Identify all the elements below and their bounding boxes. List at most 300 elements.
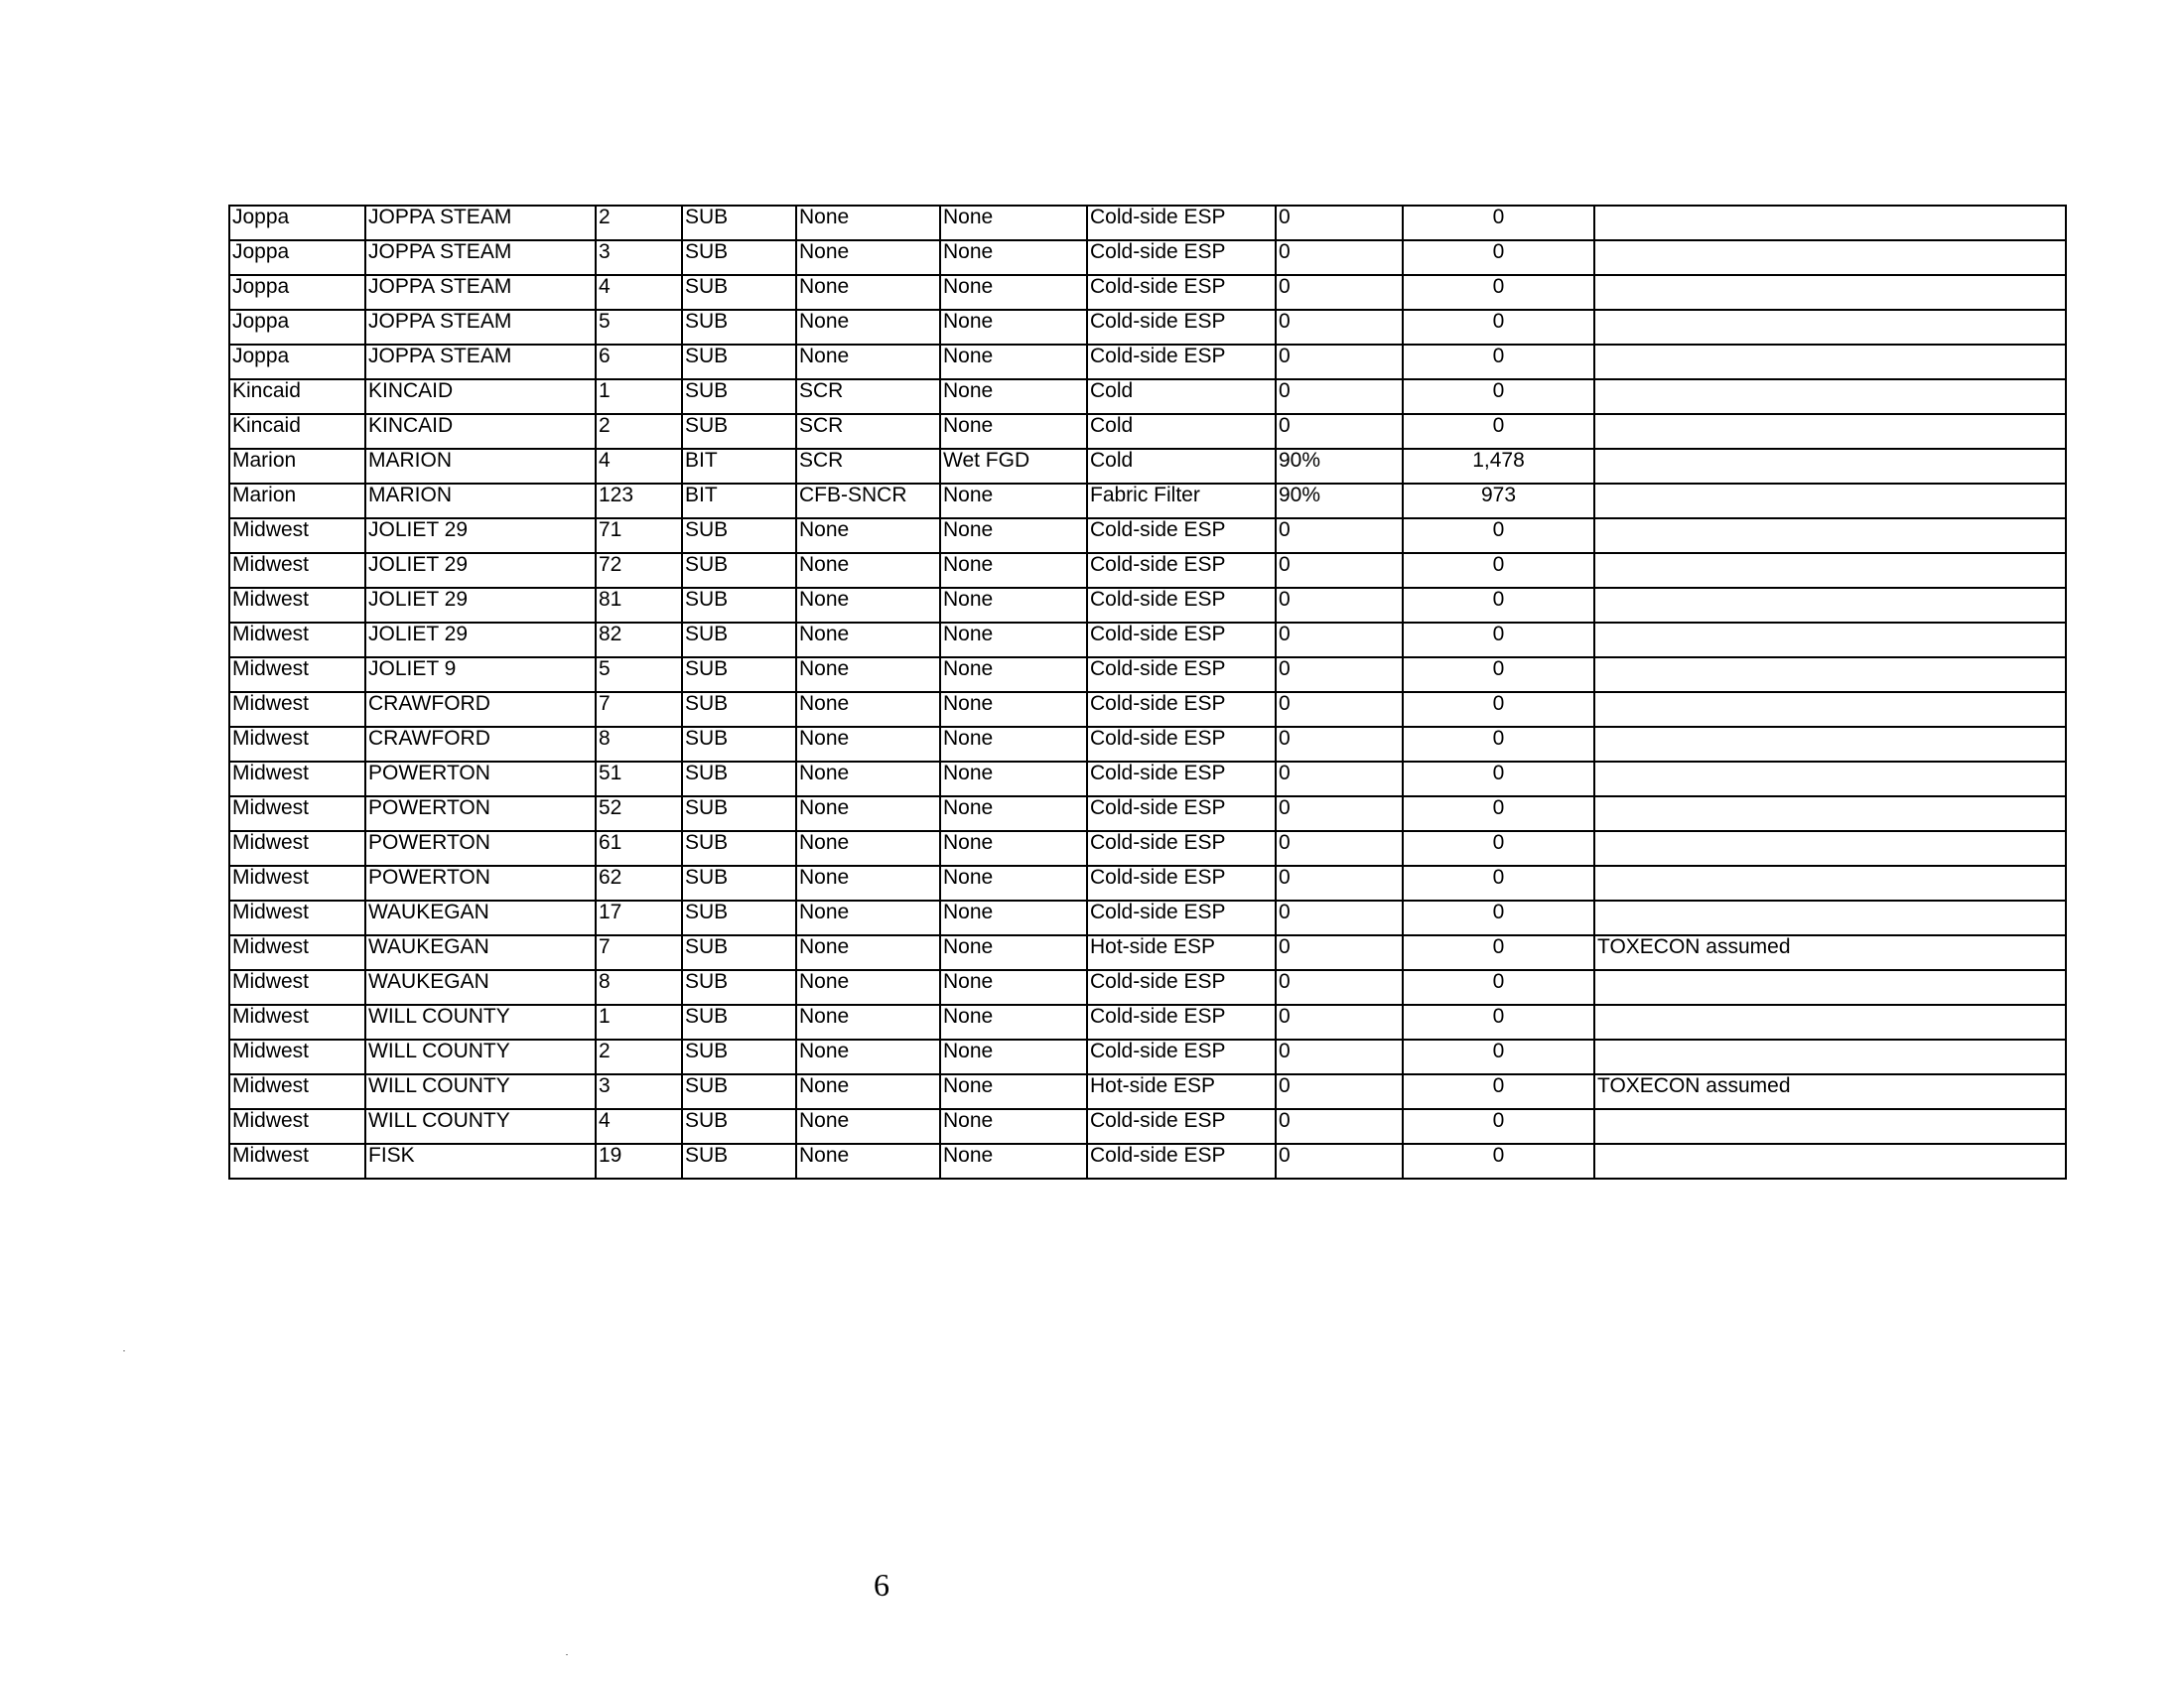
cell-so2-control: None xyxy=(940,1109,1087,1144)
cell-so2-control: None xyxy=(940,727,1087,762)
cell-so2-control: None xyxy=(940,970,1087,1005)
cell-unit: 17 xyxy=(596,901,682,935)
cell-value: 0 xyxy=(1403,692,1594,727)
table-row xyxy=(229,414,2066,449)
cell-notes xyxy=(1594,831,2066,866)
cell-value: 0 xyxy=(1403,796,1594,831)
cell-removal: 0 xyxy=(1276,1005,1403,1040)
cell-nox-control: None xyxy=(796,762,940,796)
cell-so2-control: None xyxy=(940,1074,1087,1109)
cell-notes xyxy=(1594,762,2066,796)
table-row xyxy=(229,866,2066,901)
cell-unit: 123 xyxy=(596,484,682,518)
cell-nox-control: None xyxy=(796,935,940,970)
cell-unit: 81 xyxy=(596,588,682,623)
cell-coal-rank: SUB xyxy=(682,1040,796,1074)
cell-nox-control: None xyxy=(796,831,940,866)
table-row xyxy=(229,449,2066,484)
cell-notes: TOXECON assumed xyxy=(1594,1074,2066,1109)
cell-unit: 5 xyxy=(596,657,682,692)
cell-value: 0 xyxy=(1403,588,1594,623)
cell-nox-control: None xyxy=(796,1005,940,1040)
cell-value: 0 xyxy=(1403,275,1594,310)
cell-coal-rank: SUB xyxy=(682,692,796,727)
cell-value: 0 xyxy=(1403,866,1594,901)
cell-pm-control: Hot-side ESP xyxy=(1087,1074,1276,1109)
cell-nox-control: None xyxy=(796,240,940,275)
cell-notes xyxy=(1594,449,2066,484)
cell-pm-control: Cold-side ESP xyxy=(1087,1144,1276,1179)
cell-nox-control: None xyxy=(796,1074,940,1109)
table-row xyxy=(229,240,2066,275)
cell-plant: WILL COUNTY xyxy=(365,1109,596,1144)
cell-value: 0 xyxy=(1403,240,1594,275)
table-row xyxy=(229,796,2066,831)
cell-notes xyxy=(1594,901,2066,935)
cell-notes xyxy=(1594,553,2066,588)
cell-coal-rank: SUB xyxy=(682,623,796,657)
cell-plant: FISK xyxy=(365,1144,596,1179)
scan-speck xyxy=(123,1350,125,1351)
cell-coal-rank: SUB xyxy=(682,414,796,449)
cell-removal: 0 xyxy=(1276,1074,1403,1109)
cell-so2-control: None xyxy=(940,623,1087,657)
cell-nox-control: SCR xyxy=(796,449,940,484)
cell-so2-control: None xyxy=(940,1144,1087,1179)
cell-unit: 5 xyxy=(596,310,682,345)
table-row xyxy=(229,379,2066,414)
cell-unit: 6 xyxy=(596,345,682,379)
table-row xyxy=(229,657,2066,692)
cell-pm-control: Cold-side ESP xyxy=(1087,1005,1276,1040)
table-row xyxy=(229,901,2066,935)
cell-so2-control: None xyxy=(940,345,1087,379)
cell-value: 0 xyxy=(1403,1109,1594,1144)
cell-company: Midwest xyxy=(229,1005,365,1040)
table-row xyxy=(229,588,2066,623)
cell-so2-control: None xyxy=(940,206,1087,240)
cell-so2-control: None xyxy=(940,414,1087,449)
cell-company: Joppa xyxy=(229,240,365,275)
cell-removal: 0 xyxy=(1276,240,1403,275)
cell-coal-rank: SUB xyxy=(682,518,796,553)
cell-company: Midwest xyxy=(229,518,365,553)
cell-nox-control: None xyxy=(796,310,940,345)
cell-notes xyxy=(1594,275,2066,310)
cell-removal: 0 xyxy=(1276,727,1403,762)
cell-coal-rank: SUB xyxy=(682,762,796,796)
cell-nox-control: None xyxy=(796,1144,940,1179)
cell-coal-rank: SUB xyxy=(682,1005,796,1040)
cell-notes xyxy=(1594,623,2066,657)
cell-pm-control: Cold-side ESP xyxy=(1087,553,1276,588)
table-row xyxy=(229,1005,2066,1040)
cell-value: 0 xyxy=(1403,762,1594,796)
page-number: 6 xyxy=(874,1567,889,1603)
cell-nox-control: None xyxy=(796,796,940,831)
table-row xyxy=(229,1144,2066,1179)
table-row xyxy=(229,970,2066,1005)
cell-notes xyxy=(1594,796,2066,831)
cell-pm-control: Cold-side ESP xyxy=(1087,692,1276,727)
cell-coal-rank: SUB xyxy=(682,1109,796,1144)
cell-notes xyxy=(1594,310,2066,345)
cell-unit: 52 xyxy=(596,796,682,831)
cell-pm-control: Cold-side ESP xyxy=(1087,310,1276,345)
cell-coal-rank: SUB xyxy=(682,345,796,379)
cell-company: Midwest xyxy=(229,796,365,831)
cell-pm-control: Cold-side ESP xyxy=(1087,518,1276,553)
cell-pm-control: Cold-side ESP xyxy=(1087,1040,1276,1074)
cell-coal-rank: BIT xyxy=(682,484,796,518)
cell-value: 0 xyxy=(1403,1040,1594,1074)
cell-so2-control: None xyxy=(940,901,1087,935)
cell-plant: POWERTON xyxy=(365,831,596,866)
cell-company: Kincaid xyxy=(229,414,365,449)
cell-removal: 0 xyxy=(1276,310,1403,345)
cell-nox-control: None xyxy=(796,657,940,692)
table-row xyxy=(229,623,2066,657)
cell-notes xyxy=(1594,970,2066,1005)
cell-value: 0 xyxy=(1403,657,1594,692)
cell-coal-rank: SUB xyxy=(682,553,796,588)
scan-speck xyxy=(566,1654,568,1655)
table-row xyxy=(229,206,2066,240)
cell-plant: JOPPA STEAM xyxy=(365,345,596,379)
cell-company: Midwest xyxy=(229,657,365,692)
cell-coal-rank: SUB xyxy=(682,796,796,831)
cell-value: 0 xyxy=(1403,831,1594,866)
cell-plant: JOPPA STEAM xyxy=(365,275,596,310)
cell-coal-rank: SUB xyxy=(682,310,796,345)
cell-plant: JOLIET 29 xyxy=(365,588,596,623)
cell-unit: 1 xyxy=(596,1005,682,1040)
cell-removal: 0 xyxy=(1276,692,1403,727)
cell-notes xyxy=(1594,692,2066,727)
cell-unit: 2 xyxy=(596,1040,682,1074)
cell-removal: 0 xyxy=(1276,1109,1403,1144)
cell-so2-control: None xyxy=(940,831,1087,866)
cell-removal: 0 xyxy=(1276,1144,1403,1179)
cell-pm-control: Cold xyxy=(1087,449,1276,484)
plant-controls-table xyxy=(228,205,2067,1180)
cell-pm-control: Cold-side ESP xyxy=(1087,345,1276,379)
cell-removal: 0 xyxy=(1276,345,1403,379)
cell-pm-control: Fabric Filter xyxy=(1087,484,1276,518)
cell-removal: 0 xyxy=(1276,588,1403,623)
cell-company: Midwest xyxy=(229,692,365,727)
cell-so2-control: None xyxy=(940,518,1087,553)
cell-removal: 0 xyxy=(1276,796,1403,831)
cell-notes xyxy=(1594,206,2066,240)
cell-plant: JOPPA STEAM xyxy=(365,206,596,240)
cell-nox-control: None xyxy=(796,901,940,935)
cell-coal-rank: SUB xyxy=(682,970,796,1005)
cell-value: 0 xyxy=(1403,901,1594,935)
cell-unit: 4 xyxy=(596,449,682,484)
cell-company: Joppa xyxy=(229,310,365,345)
cell-unit: 61 xyxy=(596,831,682,866)
table-row xyxy=(229,1040,2066,1074)
cell-unit: 3 xyxy=(596,1074,682,1109)
cell-unit: 82 xyxy=(596,623,682,657)
cell-plant: JOLIET 29 xyxy=(365,623,596,657)
cell-pm-control: Cold xyxy=(1087,379,1276,414)
cell-removal: 90% xyxy=(1276,449,1403,484)
cell-plant: JOLIET 29 xyxy=(365,553,596,588)
cell-notes xyxy=(1594,727,2066,762)
cell-nox-control: None xyxy=(796,1040,940,1074)
cell-coal-rank: SUB xyxy=(682,206,796,240)
table-row xyxy=(229,1109,2066,1144)
cell-coal-rank: SUB xyxy=(682,1074,796,1109)
cell-unit: 1 xyxy=(596,379,682,414)
cell-company: Joppa xyxy=(229,345,365,379)
cell-removal: 0 xyxy=(1276,901,1403,935)
table-row xyxy=(229,1074,2066,1109)
cell-company: Midwest xyxy=(229,970,365,1005)
cell-removal: 0 xyxy=(1276,935,1403,970)
cell-notes xyxy=(1594,345,2066,379)
cell-unit: 2 xyxy=(596,414,682,449)
cell-unit: 8 xyxy=(596,727,682,762)
cell-notes xyxy=(1594,657,2066,692)
cell-plant: WAUKEGAN xyxy=(365,970,596,1005)
cell-so2-control: None xyxy=(940,310,1087,345)
cell-company: Midwest xyxy=(229,588,365,623)
cell-pm-control: Cold-side ESP xyxy=(1087,796,1276,831)
cell-company: Marion xyxy=(229,449,365,484)
cell-removal: 90% xyxy=(1276,484,1403,518)
cell-plant: KINCAID xyxy=(365,379,596,414)
cell-coal-rank: SUB xyxy=(682,831,796,866)
cell-value: 0 xyxy=(1403,414,1594,449)
cell-nox-control: None xyxy=(796,206,940,240)
cell-company: Marion xyxy=(229,484,365,518)
cell-plant: WILL COUNTY xyxy=(365,1005,596,1040)
cell-coal-rank: SUB xyxy=(682,379,796,414)
cell-so2-control: None xyxy=(940,762,1087,796)
cell-so2-control: None xyxy=(940,553,1087,588)
cell-plant: WILL COUNTY xyxy=(365,1040,596,1074)
cell-notes xyxy=(1594,414,2066,449)
cell-plant: MARION xyxy=(365,449,596,484)
cell-value: 0 xyxy=(1403,727,1594,762)
cell-value: 973 xyxy=(1403,484,1594,518)
cell-unit: 4 xyxy=(596,1109,682,1144)
cell-value: 0 xyxy=(1403,345,1594,379)
cell-company: Midwest xyxy=(229,1109,365,1144)
cell-company: Midwest xyxy=(229,762,365,796)
cell-coal-rank: SUB xyxy=(682,901,796,935)
cell-pm-control: Cold-side ESP xyxy=(1087,1109,1276,1144)
cell-nox-control: CFB-SNCR xyxy=(796,484,940,518)
cell-removal: 0 xyxy=(1276,1040,1403,1074)
cell-removal: 0 xyxy=(1276,379,1403,414)
cell-company: Midwest xyxy=(229,727,365,762)
cell-pm-control: Cold-side ESP xyxy=(1087,762,1276,796)
cell-notes xyxy=(1594,1040,2066,1074)
cell-pm-control: Cold-side ESP xyxy=(1087,206,1276,240)
cell-unit: 7 xyxy=(596,935,682,970)
cell-notes xyxy=(1594,866,2066,901)
cell-coal-rank: SUB xyxy=(682,866,796,901)
cell-plant: WILL COUNTY xyxy=(365,1074,596,1109)
cell-value: 0 xyxy=(1403,1074,1594,1109)
table-row xyxy=(229,484,2066,518)
cell-company: Midwest xyxy=(229,623,365,657)
cell-company: Midwest xyxy=(229,1144,365,1179)
cell-removal: 0 xyxy=(1276,762,1403,796)
cell-pm-control: Cold-side ESP xyxy=(1087,727,1276,762)
cell-nox-control: SCR xyxy=(796,414,940,449)
cell-plant: KINCAID xyxy=(365,414,596,449)
cell-plant: JOPPA STEAM xyxy=(365,310,596,345)
cell-nox-control: None xyxy=(796,727,940,762)
cell-plant: JOLIET 9 xyxy=(365,657,596,692)
cell-nox-control: None xyxy=(796,553,940,588)
table-row xyxy=(229,692,2066,727)
cell-so2-control: None xyxy=(940,275,1087,310)
cell-so2-control: None xyxy=(940,866,1087,901)
cell-value: 1,478 xyxy=(1403,449,1594,484)
cell-value: 0 xyxy=(1403,1005,1594,1040)
cell-pm-control: Cold-side ESP xyxy=(1087,970,1276,1005)
table-body xyxy=(229,206,2066,1179)
cell-so2-control: None xyxy=(940,935,1087,970)
cell-coal-rank: BIT xyxy=(682,449,796,484)
cell-removal: 0 xyxy=(1276,553,1403,588)
cell-nox-control: None xyxy=(796,866,940,901)
cell-plant: CRAWFORD xyxy=(365,727,596,762)
cell-notes xyxy=(1594,1005,2066,1040)
cell-pm-control: Cold-side ESP xyxy=(1087,831,1276,866)
cell-plant: POWERTON xyxy=(365,866,596,901)
cell-notes xyxy=(1594,240,2066,275)
cell-unit: 19 xyxy=(596,1144,682,1179)
cell-pm-control: Cold-side ESP xyxy=(1087,588,1276,623)
cell-plant: WAUKEGAN xyxy=(365,935,596,970)
cell-nox-control: None xyxy=(796,345,940,379)
table-row xyxy=(229,727,2066,762)
cell-so2-control: None xyxy=(940,1040,1087,1074)
cell-company: Midwest xyxy=(229,1040,365,1074)
cell-plant: CRAWFORD xyxy=(365,692,596,727)
cell-removal: 0 xyxy=(1276,866,1403,901)
table-row xyxy=(229,275,2066,310)
cell-removal: 0 xyxy=(1276,414,1403,449)
table-row xyxy=(229,935,2066,970)
cell-removal: 0 xyxy=(1276,275,1403,310)
cell-unit: 51 xyxy=(596,762,682,796)
cell-company: Midwest xyxy=(229,935,365,970)
cell-company: Midwest xyxy=(229,831,365,866)
cell-unit: 8 xyxy=(596,970,682,1005)
cell-value: 0 xyxy=(1403,310,1594,345)
cell-nox-control: None xyxy=(796,588,940,623)
cell-notes xyxy=(1594,484,2066,518)
cell-so2-control: None xyxy=(940,484,1087,518)
cell-coal-rank: SUB xyxy=(682,588,796,623)
cell-so2-control: None xyxy=(940,657,1087,692)
cell-removal: 0 xyxy=(1276,970,1403,1005)
cell-pm-control: Cold-side ESP xyxy=(1087,240,1276,275)
cell-pm-control: Hot-side ESP xyxy=(1087,935,1276,970)
table-row xyxy=(229,310,2066,345)
cell-pm-control: Cold-side ESP xyxy=(1087,901,1276,935)
table-row xyxy=(229,553,2066,588)
cell-plant: WAUKEGAN xyxy=(365,901,596,935)
cell-nox-control: None xyxy=(796,692,940,727)
cell-company: Joppa xyxy=(229,275,365,310)
cell-plant: POWERTON xyxy=(365,762,596,796)
cell-nox-control: None xyxy=(796,275,940,310)
cell-nox-control: None xyxy=(796,970,940,1005)
cell-unit: 2 xyxy=(596,206,682,240)
cell-plant: JOLIET 29 xyxy=(365,518,596,553)
cell-notes xyxy=(1594,379,2066,414)
cell-unit: 4 xyxy=(596,275,682,310)
cell-so2-control: None xyxy=(940,588,1087,623)
cell-coal-rank: SUB xyxy=(682,275,796,310)
table-row xyxy=(229,518,2066,553)
cell-pm-control: Cold-side ESP xyxy=(1087,657,1276,692)
cell-coal-rank: SUB xyxy=(682,727,796,762)
table-row xyxy=(229,762,2066,796)
cell-coal-rank: SUB xyxy=(682,240,796,275)
cell-value: 0 xyxy=(1403,206,1594,240)
cell-notes xyxy=(1594,588,2066,623)
cell-pm-control: Cold-side ESP xyxy=(1087,866,1276,901)
cell-plant: JOPPA STEAM xyxy=(365,240,596,275)
cell-plant: POWERTON xyxy=(365,796,596,831)
cell-notes xyxy=(1594,518,2066,553)
cell-so2-control: Wet FGD xyxy=(940,449,1087,484)
cell-unit: 7 xyxy=(596,692,682,727)
cell-removal: 0 xyxy=(1276,623,1403,657)
cell-notes xyxy=(1594,1109,2066,1144)
cell-nox-control: None xyxy=(796,1109,940,1144)
cell-so2-control: None xyxy=(940,796,1087,831)
cell-company: Midwest xyxy=(229,901,365,935)
cell-value: 0 xyxy=(1403,1144,1594,1179)
cell-value: 0 xyxy=(1403,553,1594,588)
cell-company: Midwest xyxy=(229,1074,365,1109)
cell-value: 0 xyxy=(1403,623,1594,657)
cell-company: Midwest xyxy=(229,866,365,901)
cell-unit: 3 xyxy=(596,240,682,275)
cell-company: Joppa xyxy=(229,206,365,240)
cell-removal: 0 xyxy=(1276,206,1403,240)
cell-notes: TOXECON assumed xyxy=(1594,935,2066,970)
cell-pm-control: Cold-side ESP xyxy=(1087,623,1276,657)
cell-company: Kincaid xyxy=(229,379,365,414)
cell-unit: 72 xyxy=(596,553,682,588)
cell-removal: 0 xyxy=(1276,831,1403,866)
cell-coal-rank: SUB xyxy=(682,935,796,970)
cell-so2-control: None xyxy=(940,240,1087,275)
cell-company: Midwest xyxy=(229,553,365,588)
cell-nox-control: None xyxy=(796,518,940,553)
cell-value: 0 xyxy=(1403,379,1594,414)
table-row xyxy=(229,345,2066,379)
cell-removal: 0 xyxy=(1276,657,1403,692)
cell-unit: 62 xyxy=(596,866,682,901)
cell-so2-control: None xyxy=(940,1005,1087,1040)
cell-value: 0 xyxy=(1403,518,1594,553)
cell-plant: MARION xyxy=(365,484,596,518)
cell-notes xyxy=(1594,1144,2066,1179)
